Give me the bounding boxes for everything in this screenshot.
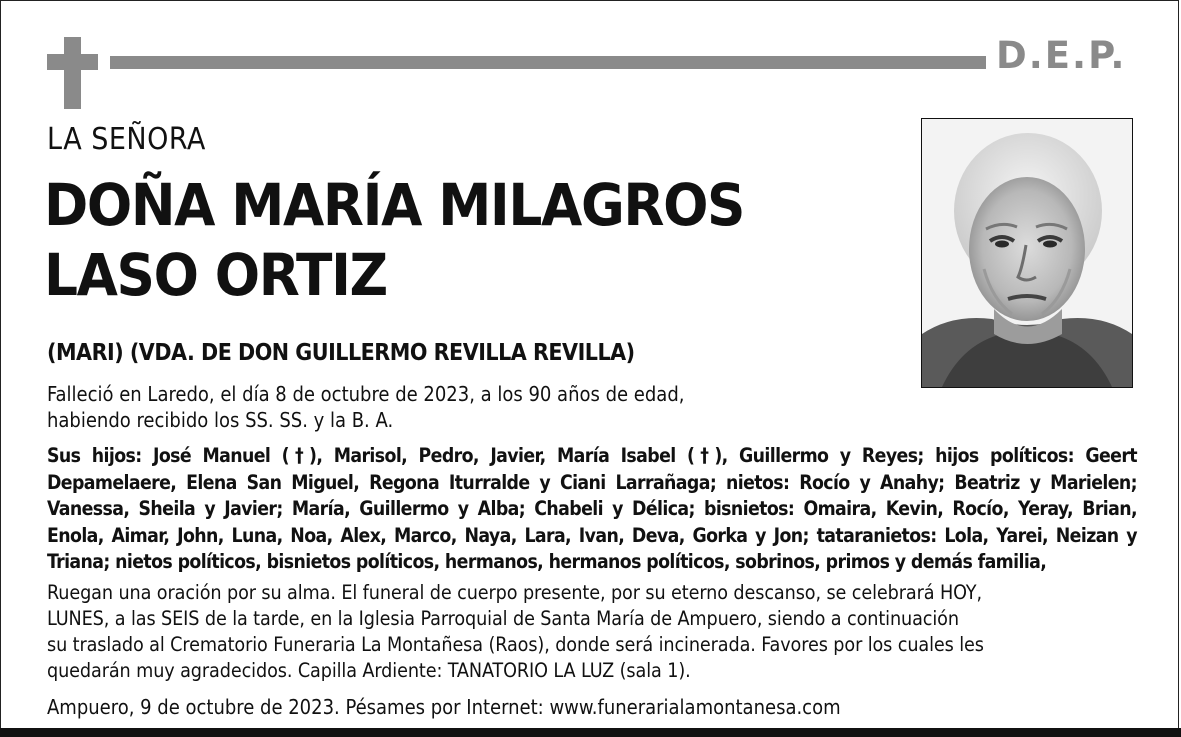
death-info — [47, 381, 847, 433]
funeral-line-1: Ruegan una oración por su alma. El funeral de cuerpo presente, por su eterno descanso, se celebrará HOY, — [47, 581, 982, 604]
portrait-image — [922, 119, 1132, 387]
family-list: Sus hijos: José Manuel (†), Marisol, Pedro, Javier, María Isabel (†), Guillermo y Reyes; hijos políticos: Geert Depamelaere, Elena San Miguel, Regona Iturralde y Ciani Larrañaga; nietos: Rocío y Anahy; Beatriz y Marielen; Vanessa, Sheila y Javier; María, Guillermo y Alba; Chabeli y Délica; bisnietos: Omaira, Kevin, Rocío, Yeray, Brian, Enola, Aimar, John, Luna, Noa, Alex, Marco, Naya, Lara, Ivan, Deva, Gorka y Jon; tataranietos: Lola, Yarei, Neizan y Triana; nietos políticos, bisnietos políticos, hermanos, hermanos políticos, sobrinos, primos y demás familia, — [47, 444, 1137, 573]
portrait-photo — [921, 118, 1133, 388]
nickname-widow-line: (MARI) (VDA. DE DON GUILLERMO REVILLA REVILLA) — [47, 340, 635, 366]
footer-line: Ampuero, 9 de octubre de 2023. Pésames por Internet: www.funerarialamontanesa.com — [47, 695, 841, 719]
name-line-2: LASO ORTIZ — [44, 241, 387, 309]
funeral-line-2: LUNES, a las SEIS de la tarde, en la Iglesia Parroquial de Santa María de Ampuero, siendo a continuación — [47, 607, 959, 630]
deceased-name — [44, 170, 744, 310]
funeral-details — [47, 580, 1137, 684]
name-line-1: DOÑA MARÍA MILAGROS — [44, 171, 745, 239]
dep-label: D.E.P. — [996, 34, 1127, 77]
header-rule — [110, 56, 986, 69]
death-info-line-2: habiendo recibido los SS. SS. y la B. A. — [47, 408, 394, 432]
death-info-line-1: Falleció en Laredo, el día 8 de octubre de 2023, a los 90 años de edad, — [47, 382, 685, 406]
honorific: LA SEÑORA — [47, 122, 206, 157]
funeral-line-4: quedarán muy agradecidos. Capilla Ardiente: TANATORIO LA LUZ (sala 1). — [47, 659, 691, 682]
bottom-rule — [0, 728, 1181, 737]
funeral-line-3: su traslado al Crematorio Funeraria La Montañesa (Raos), donde será incinerada. Favores por los cuales les — [47, 633, 984, 656]
